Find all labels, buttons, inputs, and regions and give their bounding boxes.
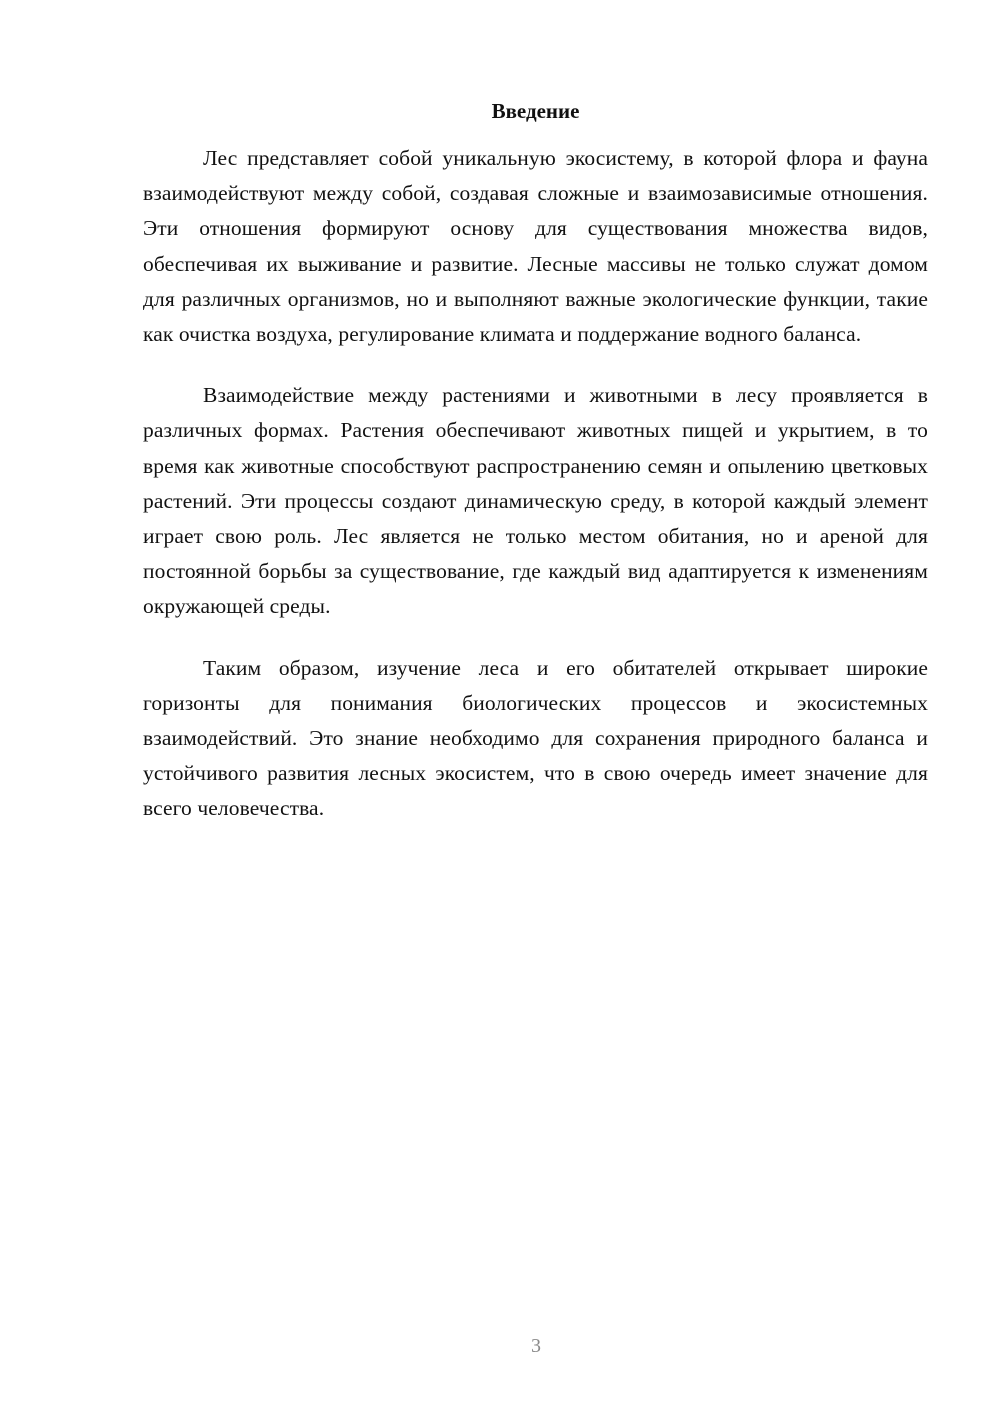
paragraph-2: Взаимодействие между растениями и животными в лесу проявляется в различных формах. Растения обеспечивают животных пищей и укрытием, в то время как животные способствуют распространению семян и опылению цветковых растений. Эти процессы создают динамическую среду, в которой каждый элемент играет свою роль. Лес является не только местом обитания, но и ареной для постоянной борьбы за существование, где каждый вид адаптируется к изменениям окружающей среды. <box>143 383 928 619</box>
document-body <box>143 97 928 853</box>
section-title: Введение <box>491 99 580 123</box>
paragraph-3: Таким образом, изучение леса и его обитателей открывает широкие горизонты для понимания биологических процессов и экосистемных взаимодействий. Это знание необходимо для сохранения природного баланса и устойчивого развития лесных экосистем, что в свою очередь имеет значение для всего человечества. <box>143 655 928 821</box>
page-number: 3 <box>531 1335 541 1357</box>
paragraph-1: Лес представляет собой уникальную экосистему, в которой флора и фауна взаимодействуют между собой, создавая сложные и взаимозависимые отношения. Эти отношения формируют основу для существования множества видов, обеспечивая их выживание и развитие. Лесные массивы не только служат домом для различных организмов, но и выполняют важные экологические функции, такие как очистка воздуха, регулирование климата и поддержание водного баланса. <box>143 146 928 347</box>
